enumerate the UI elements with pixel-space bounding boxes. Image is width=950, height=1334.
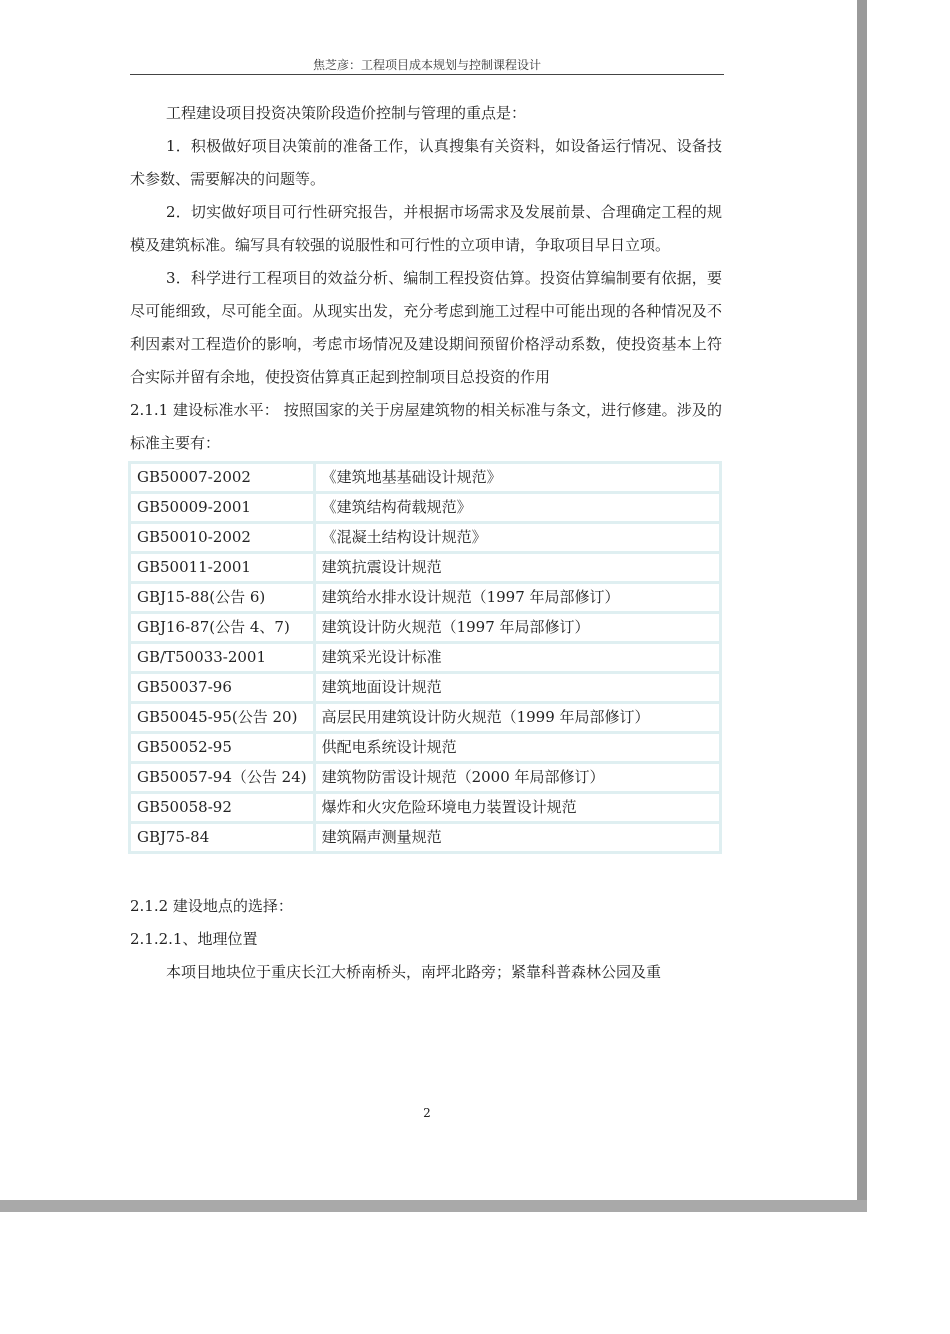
standard-code: GB50058-92 <box>131 794 313 821</box>
standard-code: GBJ15-88(公告 6) <box>131 584 313 611</box>
section-spacer <box>130 854 722 890</box>
standard-code: GB50045-95(公告 20) <box>131 704 313 731</box>
table-row <box>131 674 719 701</box>
table-row <box>131 554 719 581</box>
standard-name: 建筑物防雷设计规范（2000 年局部修订） <box>316 764 719 791</box>
standard-name: 《建筑地基基础设计规范》 <box>316 464 719 491</box>
table-row <box>131 734 719 761</box>
standard-code: GB50009-2001 <box>131 494 313 521</box>
standard-code: GBJ16-87(公告 4、7) <box>131 614 313 641</box>
point-1-paragraph: 1．积极做好项目决策前的准备工作，认真搜集有关资料，如设备运行情况、设备技术参数、需要解决的问题等。 <box>130 137 722 188</box>
standard-name: 建筑采光设计标准 <box>316 644 719 671</box>
table-row <box>131 614 719 641</box>
page-content <box>130 97 722 989</box>
location-paragraph: 本项目地块位于重庆长江大桥南桥头，南坪北路旁；紧靠科普森林公园及重 <box>166 963 662 981</box>
standard-name: 建筑给水排水设计规范（1997 年局部修订） <box>316 584 719 611</box>
standard-code: GB50011-2001 <box>131 554 313 581</box>
point-2-paragraph: 2．切实做好项目可行性研究报告，并根据市场需求及发展前景、合理确定工程的规模及建筑标准。编写具有较强的说服性和可行性的立项申请，争取项目早日立项。 <box>130 203 722 254</box>
intro-paragraph: 工程建设项目投资决策阶段造价控制与管理的重点是： <box>166 104 527 122</box>
section-2-1-2-heading: 2.1.2 建设地点的选择： <box>130 897 293 915</box>
page-shadow-bottom <box>0 1200 867 1212</box>
page-shadow-right <box>857 0 867 1212</box>
table-row <box>131 704 719 731</box>
header-rule <box>130 74 724 75</box>
standard-code: GB50010-2002 <box>131 524 313 551</box>
page-number: 2 <box>423 1106 431 1120</box>
table-row <box>131 584 719 611</box>
table-row <box>131 764 719 791</box>
standard-code: GB50037-96 <box>131 674 313 701</box>
standard-name: 建筑地面设计规范 <box>316 674 719 701</box>
standard-code: GB50052-95 <box>131 734 313 761</box>
section-2-1-2-1-heading: 2.1.2.1、地理位置 <box>130 930 258 948</box>
table-row <box>131 824 719 851</box>
standards-table <box>128 461 722 854</box>
standard-name: 建筑抗震设计规范 <box>316 554 719 581</box>
standard-code: GB50007-2002 <box>131 464 313 491</box>
standard-name: 爆炸和火灾危险环境电力装置设计规范 <box>316 794 719 821</box>
standard-name: 建筑设计防火规范（1997 年局部修订） <box>316 614 719 641</box>
point-3-paragraph: 3．科学进行工程项目的效益分析、编制工程投资估算。投资估算编制要有依据，要尽可能细致，尽可能全面。从现实出发，充分考虑到施工过程中可能出现的各种情况及不利因素对工程造价的影响，考虑市场情况及建设期间预留价格浮动系数，使投资基本上符合实际并留有余地，使投资估算真正起到控制项目总投资的作用 <box>130 269 722 386</box>
table-row <box>131 524 719 551</box>
table-row <box>131 494 719 521</box>
standard-name: 建筑隔声测量规范 <box>316 824 719 851</box>
standard-code: GBJ75-84 <box>131 824 313 851</box>
standard-name: 《建筑结构荷载规范》 <box>316 494 719 521</box>
running-header: 焦芝彦：工程项目成本规划与控制课程设计 <box>312 58 541 72</box>
standard-name: 高层民用建筑设计防火规范（1999 年局部修订） <box>316 704 719 731</box>
standard-code: GB/T50033-2001 <box>131 644 313 671</box>
section-2-1-1-heading: 2.1.1 建设标准水平： 按照国家的关于房屋建筑物的相关标准与条文，进行修建。涉及的标准主要有： <box>130 401 722 452</box>
table-row <box>131 464 719 491</box>
standard-name: 《混凝土结构设计规范》 <box>316 524 719 551</box>
table-row <box>131 794 719 821</box>
standard-name: 供配电系统设计规范 <box>316 734 719 761</box>
standard-code: GB50057-94（公告 24) <box>131 764 313 791</box>
table-row <box>131 644 719 671</box>
